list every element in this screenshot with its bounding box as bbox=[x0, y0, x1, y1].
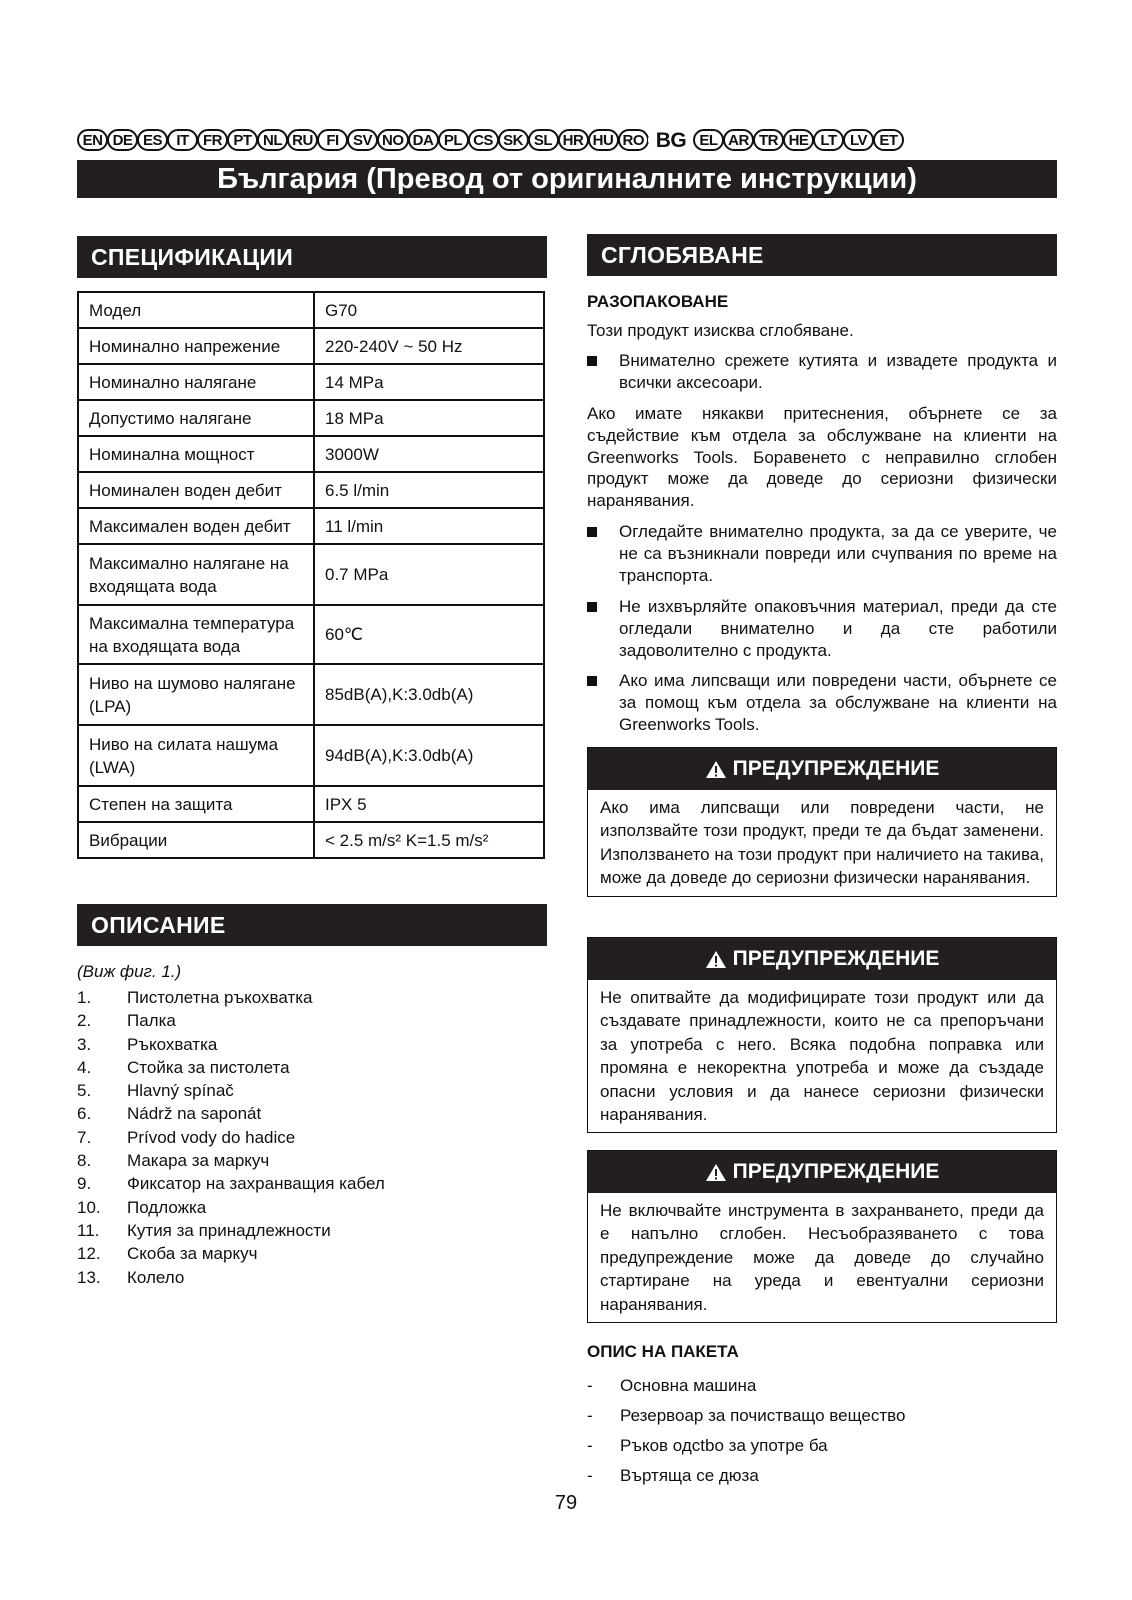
language-tab-fi: FI bbox=[317, 129, 348, 151]
spec-label: Номинална мощност bbox=[78, 436, 314, 472]
language-tab-en: EN bbox=[77, 129, 108, 151]
list-item bbox=[77, 1219, 547, 1242]
unpacking-bullet bbox=[587, 350, 1057, 394]
language-tab-et: ET bbox=[873, 129, 904, 151]
language-tab-nl: NL bbox=[257, 129, 288, 151]
bullet-text: Внимателно срежете кутията и извадете продукта и всички аксесоари. bbox=[619, 351, 1057, 392]
spec-row bbox=[78, 664, 544, 725]
language-tab-pl: PL bbox=[438, 129, 469, 151]
language-tab-bg: BG bbox=[648, 129, 694, 151]
spec-row bbox=[78, 508, 544, 544]
item-text: Скоба за маркуч bbox=[127, 1244, 258, 1264]
warning-triangle-icon bbox=[705, 760, 727, 779]
spec-row bbox=[78, 822, 544, 858]
list-item bbox=[77, 1266, 547, 1289]
spec-row bbox=[78, 472, 544, 508]
language-tab-ro: RO bbox=[618, 129, 650, 151]
spec-row bbox=[78, 725, 544, 786]
language-tab-it: IT bbox=[167, 129, 198, 151]
spec-label: Номинално напрежение bbox=[78, 328, 314, 364]
warning-title: ПРЕДУПРЕЖДЕНИЕ bbox=[732, 947, 940, 970]
spec-value: < 2.5 m/s² K=1.5 m/s² bbox=[314, 822, 544, 858]
language-tab-sk: SK bbox=[498, 129, 529, 151]
warning-box bbox=[587, 747, 1057, 897]
dash-bullet: - bbox=[587, 1406, 593, 1425]
bullet-square-icon bbox=[587, 356, 597, 366]
spec-label: Максимална температура на входящата вода bbox=[78, 605, 314, 664]
spec-row bbox=[78, 605, 544, 664]
language-tab-da: DA bbox=[408, 129, 439, 151]
inspect-bullet bbox=[587, 521, 1057, 586]
item-number: 11. bbox=[77, 1220, 100, 1240]
page-title: България (Превод от оригиналните инструкции) bbox=[77, 160, 1057, 198]
item-text: Пистолетна ръкохватка bbox=[127, 988, 313, 1007]
support-paragraph: Ако имате някакви притеснения, обърнете се за съдействие към отдела за обслужване на клиенти на Greenworks Tools. Боравенето с неправилно сглобен продукт може да доведе до сериозни физически наранявания. bbox=[587, 404, 1057, 511]
item-number: 3. bbox=[77, 1034, 92, 1054]
spec-row bbox=[78, 328, 544, 364]
dash-bullet: - bbox=[587, 1376, 593, 1395]
bullet-text: Ако има липсващи или повредени части, обърнете се за помощ към отдела за обслужване на клиенти на Greenworks Tools. bbox=[619, 671, 1057, 734]
spec-label: Максимално налягане на входящата вода bbox=[78, 544, 314, 605]
item-text: Ръкохватка bbox=[127, 1034, 218, 1054]
warning-box bbox=[587, 937, 1057, 1133]
list-item bbox=[77, 1149, 547, 1172]
spec-value: 11 l/min bbox=[314, 508, 544, 544]
item-number: 8. bbox=[77, 1151, 92, 1171]
list-item bbox=[77, 1126, 547, 1149]
list-item bbox=[77, 1079, 547, 1102]
item-text: Hlavný spínač bbox=[127, 1081, 234, 1101]
language-tab-tr: TR bbox=[753, 129, 784, 151]
warning-title: ПРЕДУПРЕЖДЕНИЕ bbox=[732, 1160, 940, 1183]
spec-row bbox=[78, 436, 544, 472]
list-item bbox=[77, 986, 547, 1009]
warning-text: Ако има липсващи или повредени части, не използвайте този продукт, преди те да бъдат заменени. Използването на този продукт при наличието на такива, може да доведе до сериозни физически наранявания. bbox=[600, 798, 1044, 888]
page-number: 79 bbox=[554, 1492, 578, 1514]
bullet-square-icon bbox=[587, 527, 597, 537]
spec-row bbox=[78, 364, 544, 400]
spec-label: Ниво на шумово налягане (LPA) bbox=[78, 664, 314, 725]
language-tab-lv: LV bbox=[843, 129, 874, 151]
item-number: 1. bbox=[77, 988, 92, 1007]
item-number: 7. bbox=[77, 1127, 92, 1147]
spec-value: 18 MPa bbox=[314, 400, 544, 436]
package-item bbox=[587, 1406, 1057, 1436]
language-tab-lt: LT bbox=[813, 129, 844, 151]
dash-bullet: - bbox=[587, 1436, 593, 1455]
package-list bbox=[587, 1376, 1057, 1496]
spec-value: 60℃ bbox=[314, 605, 544, 664]
spec-label: Вибрации bbox=[78, 822, 314, 858]
language-tab-hu: HU bbox=[588, 129, 619, 151]
item-text: Стойка за пистолета bbox=[127, 1057, 290, 1077]
bullet-square-icon bbox=[587, 676, 597, 686]
language-tab-ar: AR bbox=[723, 129, 754, 151]
spec-label: Ниво на силата нашума (LWA) bbox=[78, 725, 314, 786]
unpacking-title: РАЗОПАКОВАНЕ bbox=[587, 292, 729, 311]
bullet-text: Огледайте внимателно продукта, за да се уверите, че не са възникнали повреди или счупвания по време на транспорта. bbox=[619, 522, 1057, 585]
item-number: 10. bbox=[77, 1197, 101, 1217]
package-item-text: Резервоар за почистващо вещество bbox=[620, 1406, 906, 1425]
item-text: Фиксатор на захранващия кабел bbox=[127, 1174, 385, 1194]
item-number: 4. bbox=[77, 1057, 92, 1077]
list-item bbox=[77, 1033, 547, 1056]
spec-value: 0.7 MPa bbox=[314, 544, 544, 605]
list-item bbox=[77, 1172, 547, 1195]
item-number: 2. bbox=[77, 1011, 92, 1031]
item-text: Макара за маркуч bbox=[127, 1151, 270, 1171]
warning-header bbox=[588, 748, 1056, 790]
specs-table bbox=[77, 291, 545, 859]
language-tab-de: DE bbox=[107, 129, 138, 151]
list-item bbox=[77, 1102, 547, 1125]
spec-value: 85dB(A),K:3.0db(A) bbox=[314, 664, 544, 725]
item-text: Подложка bbox=[127, 1197, 207, 1217]
spec-label: Номинално налягане bbox=[78, 364, 314, 400]
spec-value: 220-240V ~ 50 Hz bbox=[314, 328, 544, 364]
item-number: 6. bbox=[77, 1104, 92, 1124]
warning-triangle-icon bbox=[705, 1163, 727, 1182]
spec-label: Допустимо налягане bbox=[78, 400, 314, 436]
unpacking-intro: Този продукт изисква сглобяване. bbox=[587, 321, 854, 340]
item-text: Nádrž na saponát bbox=[127, 1104, 262, 1124]
spec-value: 6.5 l/min bbox=[314, 472, 544, 508]
package-item bbox=[587, 1436, 1057, 1466]
warning-triangle-icon bbox=[705, 950, 727, 969]
spec-value: 94dB(A),K:3.0db(A) bbox=[314, 725, 544, 786]
language-tab-hr: HR bbox=[558, 129, 589, 151]
warning-text: Не включвайте инструмента в захранването, преди да е напълно сглобен. Несъобразяването с това предупреждение може да доведе до случайно стартиране на уреда и евентуални сериозни наранявания. bbox=[600, 1201, 1044, 1314]
spec-label: Степен на защита bbox=[78, 786, 314, 822]
figure-reference: (Виж фиг. 1.) bbox=[77, 962, 182, 981]
bullet-text: Не изхвърляйте опаковъчния материал, преди да сте огледали внимателно и да сте работили задоволително с продукта. bbox=[619, 597, 1057, 660]
language-tab-cs: CS bbox=[468, 129, 499, 151]
language-tab-sv: SV bbox=[347, 129, 378, 151]
missing-parts-bullet bbox=[587, 670, 1057, 735]
item-text: Prívod vody do hadice bbox=[127, 1127, 296, 1147]
spec-label: Максимален воден дебит bbox=[78, 508, 314, 544]
language-tab-sl: SL bbox=[528, 129, 559, 151]
spec-value: 3000W bbox=[314, 436, 544, 472]
language-tab-fr: FR bbox=[197, 129, 228, 151]
spec-value: 14 MPa bbox=[314, 364, 544, 400]
item-text: Колело bbox=[127, 1267, 185, 1287]
warning-header bbox=[588, 938, 1056, 980]
warning-header bbox=[588, 1151, 1056, 1193]
list-item bbox=[77, 1009, 547, 1032]
language-tab-ru: RU bbox=[287, 129, 318, 151]
item-text: Палка bbox=[127, 1011, 176, 1031]
warning-title: ПРЕДУПРЕЖДЕНИЕ bbox=[732, 757, 940, 780]
description-list bbox=[77, 962, 547, 1289]
warning-box bbox=[587, 1150, 1057, 1323]
list-item bbox=[77, 1196, 547, 1219]
spec-row bbox=[78, 400, 544, 436]
language-tabs bbox=[77, 127, 1057, 153]
description-heading: ОПИСАНИЕ bbox=[77, 904, 547, 946]
language-tab-pt: PT bbox=[227, 129, 258, 151]
item-number: 13. bbox=[77, 1267, 101, 1287]
item-text: Кутия за принадлежности bbox=[127, 1220, 331, 1240]
warning-text: Не опитвайте да модифицирате този продукт или да създавате принадлежности, които не са препоръчани за употреба с него. Всяка подобна поправка или промяна е некоректна употреба и може да създаде опасни условия и да нанесе сериозни физически наранявания. bbox=[600, 988, 1044, 1125]
packaging-bullet bbox=[587, 596, 1057, 661]
spec-row bbox=[78, 786, 544, 822]
language-tab-el: EL bbox=[693, 129, 724, 151]
dash-bullet: - bbox=[587, 1466, 593, 1485]
language-tab-he: HE bbox=[783, 129, 814, 151]
language-tab-es: ES bbox=[137, 129, 168, 151]
package-item bbox=[587, 1376, 1057, 1406]
spec-row bbox=[78, 544, 544, 605]
package-item-text: Ръков одctbo за употре ба bbox=[620, 1436, 828, 1455]
package-item-text: Въртяща се дюза bbox=[620, 1466, 759, 1485]
package-item-text: Основна машина bbox=[620, 1376, 757, 1395]
spec-value: G70 bbox=[314, 292, 544, 328]
spec-label: Номинален воден дебит bbox=[78, 472, 314, 508]
list-item bbox=[77, 1242, 547, 1265]
language-tab-no: NO bbox=[377, 129, 409, 151]
assembly-heading: СГЛОБЯВАНЕ bbox=[587, 234, 1057, 276]
item-number: 9. bbox=[77, 1174, 92, 1194]
specs-heading: СПЕЦИФИКАЦИИ bbox=[77, 236, 547, 278]
spec-row bbox=[78, 292, 544, 328]
spec-value: IPX 5 bbox=[314, 786, 544, 822]
spec-label: Модел bbox=[78, 292, 314, 328]
package-title: ОПИС НА ПАКЕТА bbox=[587, 1342, 739, 1361]
item-number: 12. bbox=[77, 1244, 101, 1264]
list-item bbox=[77, 1056, 547, 1079]
item-number: 5. bbox=[77, 1081, 92, 1101]
bullet-square-icon bbox=[587, 602, 597, 612]
